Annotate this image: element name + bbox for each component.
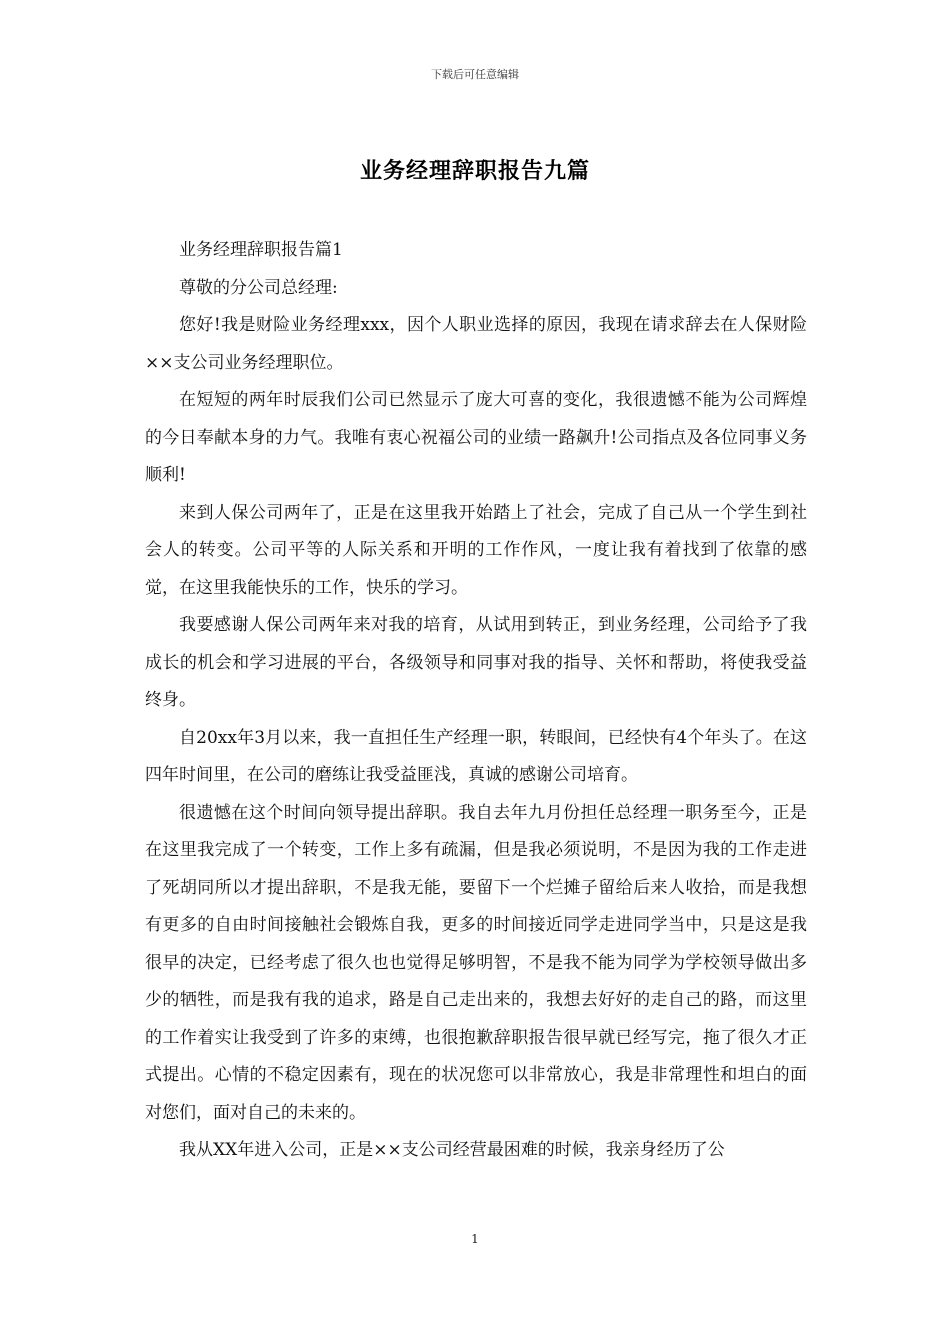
body-paragraph: 您好!我是财险业务经理xxx，因个人职业选择的原因，我现在请求辞去在人保财险××支公司业务经理职位。	[145, 315, 807, 373]
section-heading: 业务经理辞职报告篇1	[179, 240, 343, 260]
page-number: 1	[471, 1232, 479, 1246]
body-paragraph: 我从XX年进入公司，正是××支公司经营最困难的时候，我亲身经历了公	[179, 1140, 725, 1160]
header-note: 下载后可任意编辑	[431, 68, 519, 81]
document-body	[145, 232, 807, 1170]
body-paragraph: 在短短的两年时辰我们公司已然显示了庞大可喜的变化，我很遗憾不能为公司辉煌的今日奉献本身的力气。我唯有衷心祝福公司的业绩一路飙升!公司指点及各位同事义务顺利!	[145, 390, 807, 485]
body-paragraph: 我要感谢人保公司两年来对我的培育，从试用到转正，到业务经理，公司给予了我成长的机会和学习进展的平台，各级领导和同事对我的指导、关怀和帮助，将使我受益终身。	[145, 615, 807, 710]
body-paragraph: 来到人保公司两年了，正是在这里我开始踏上了社会，完成了自己从一个学生到社会人的转变。公司平等的人际关系和开明的工作作风，一度让我有着找到了依靠的感觉，在这里我能快乐的工作，快乐的学习。	[145, 502, 807, 598]
document-title: 业务经理辞职报告九篇	[359, 158, 590, 184]
body-paragraph: 自20xx年3月以来，我一直担任生产经理一职，转眼间，已经快有4个年头了。在这四年时间里，在公司的磨练让我受益匪浅，真诚的感谢公司培育。	[145, 727, 807, 785]
salutation: 尊敬的分公司总经理:	[179, 277, 338, 298]
body-paragraph: 很遗憾在这个时间向领导提出辞职。我自去年九月份担任总经理一职务至今，正是在这里我完成了一个转变，工作上多有疏漏，但是我必须说明，不是因为我的工作走进了死胡同所以才提出辞职，不是我无能，要留下一个烂摊子留给后来人收拾，而是我想有更多的自由时间接触社会锻炼自我，更多的时间接近同学走进同学当中，只是这是我很早的决定，已经考虑了很久也也觉得足够明智，不是我不能为同学为学校领导做出多少的牺牲，而是我有我的追求，路是自己走出来的，我想去好好的走自己的路，而这里的工作着实让我受到了许多的束缚，也很抱歉辞职报告很早就已经写完，拖了很久才正式提出。心情的不稳定因素有，现在的状况您可以非常放心，我是非常理性和坦白的面对您们，面对自己的未来的。	[145, 802, 807, 1123]
